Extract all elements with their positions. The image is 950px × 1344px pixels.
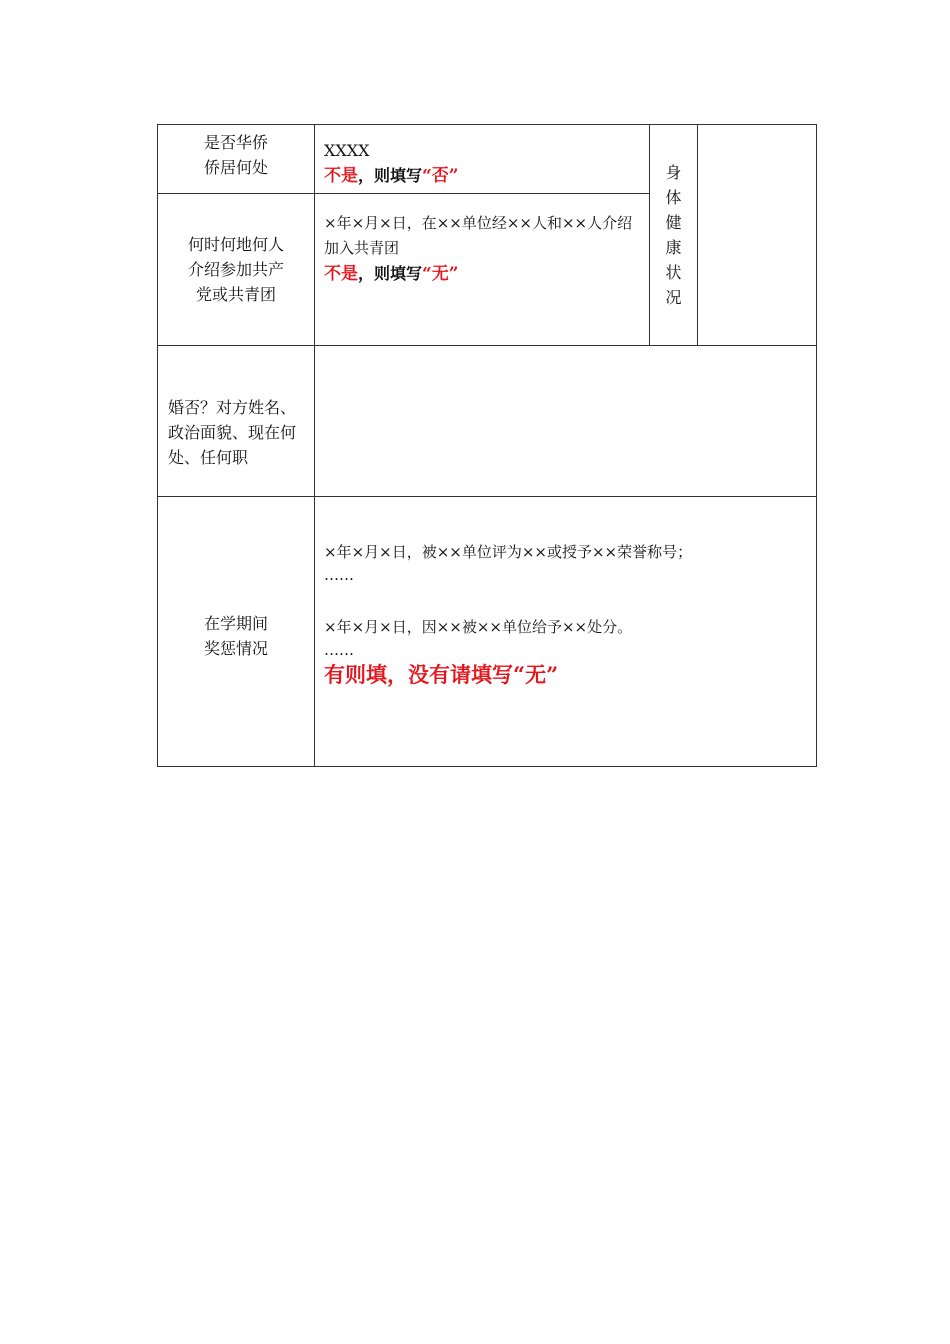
party-note-red: 不是 — [324, 264, 358, 284]
overseas-note-quote: “否” — [422, 165, 459, 186]
party-note — [324, 261, 643, 287]
health-label-char: 状 — [665, 263, 682, 282]
health-label-char: 况 — [665, 288, 682, 307]
overseas-label-line2: 侨居何处 — [203, 158, 268, 177]
awards-reward-line: ×年×月×日，被××单位评为××或授予××荣誉称号； — [324, 543, 693, 561]
registration-form-table — [157, 124, 817, 767]
overseas-note-black: ，则填写 — [358, 165, 423, 185]
overseas-value: XXXX — [324, 140, 370, 160]
party-label-cell — [158, 194, 315, 346]
awards-ellipsis-2: …… — [324, 641, 354, 659]
party-note-quote: “无” — [422, 264, 459, 284]
awards-label-line2: 奖惩情况 — [203, 638, 268, 658]
marriage-value-cell[interactable] — [315, 346, 817, 497]
party-value-cell[interactable] — [315, 194, 650, 346]
overseas-note — [324, 163, 643, 189]
marriage-label-cell — [158, 346, 315, 497]
awards-note: 有则填，没有请填写“无” — [324, 662, 559, 687]
party-label-line3: 党或共青团 — [195, 285, 276, 304]
awards-ellipsis-1: …… — [324, 566, 354, 584]
party-label-line1: 何时何地何人 — [187, 235, 284, 254]
party-label-line2: 介绍参加共产 — [187, 260, 284, 279]
health-label-cell — [650, 125, 698, 346]
awards-label-line1: 在学期间 — [203, 613, 268, 633]
marriage-label-line1: 婚否？对方姓名、 — [168, 397, 297, 417]
overseas-value-cell[interactable] — [315, 125, 650, 194]
health-label-char: 体 — [665, 188, 682, 207]
overseas-label-cell — [158, 125, 315, 194]
health-label-char: 康 — [665, 238, 682, 257]
health-value-cell[interactable] — [698, 125, 817, 346]
marriage-label-line3: 处、任何职 — [168, 447, 249, 467]
party-note-black: ，则填写 — [358, 264, 423, 283]
overseas-label-line1: 是否华侨 — [203, 133, 268, 152]
awards-label-cell — [158, 497, 315, 767]
marriage-label-line2: 政治面貌、现在何 — [168, 422, 297, 442]
marriage-row — [158, 346, 817, 497]
health-label — [664, 160, 684, 310]
awards-value-cell[interactable] — [315, 497, 817, 767]
overseas-row — [158, 125, 817, 194]
health-label-char: 身 — [665, 163, 682, 182]
awards-row — [158, 497, 817, 767]
party-value: ×年×月×日，在××单位经××人和××人介绍加入共青团 — [324, 214, 633, 257]
health-label-char: 健 — [665, 213, 682, 232]
awards-punish-line: ×年×月×日，因××被××单位给予××处分。 — [324, 618, 633, 636]
overseas-note-red: 不是 — [324, 165, 358, 186]
